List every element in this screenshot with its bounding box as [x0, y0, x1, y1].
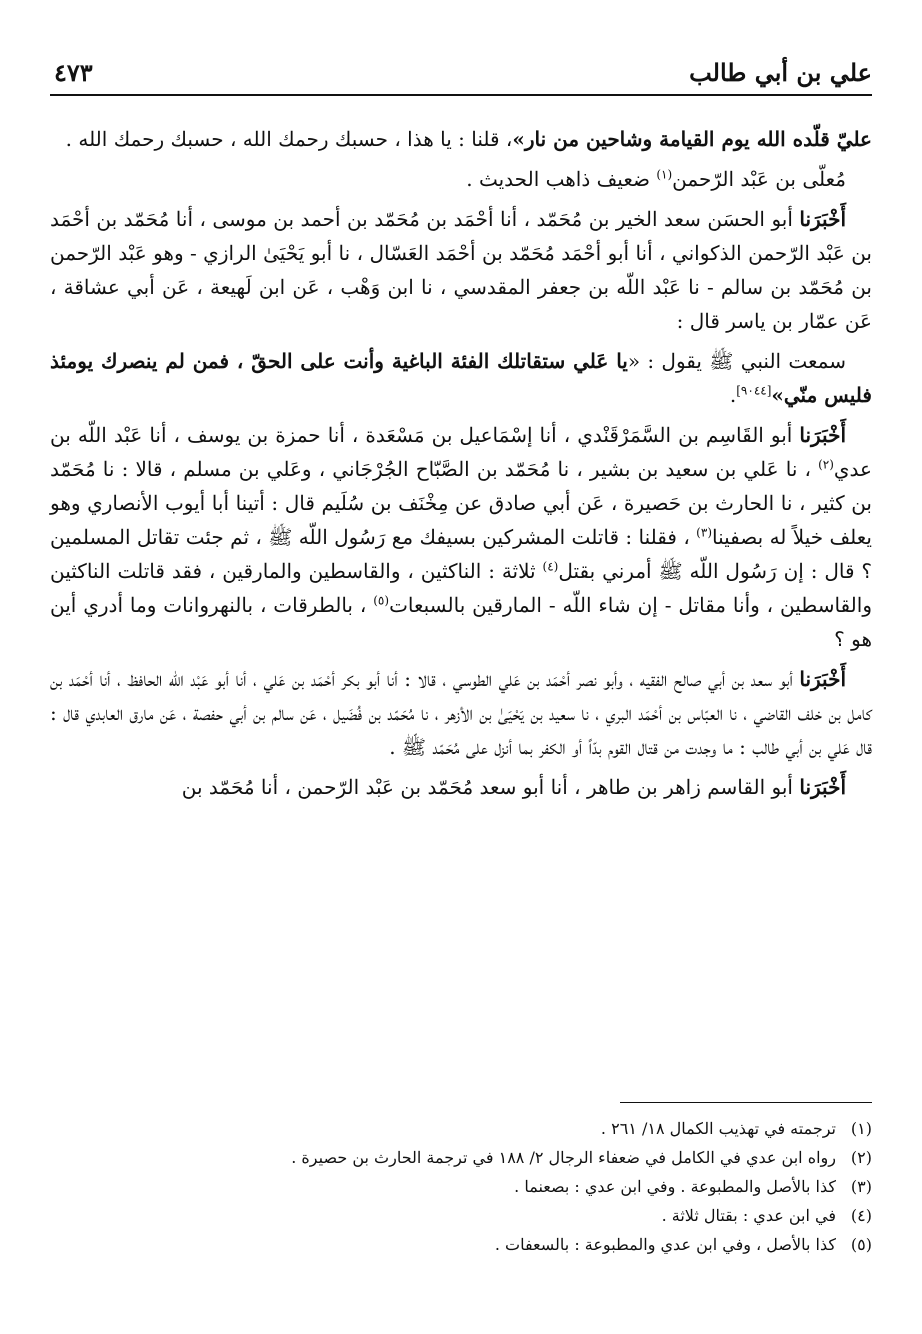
paragraph-hadith: سمعت النبي ﷺ يقول : «يا عَلي ستقاتلك الفئة الباغية وأنت على الحقّ ، فمن لم ينصرك يومئذ فليس منّي»[٩٠٤٤].: [50, 349, 872, 407]
akhbarana-lead: أَخْبَرَنا: [799, 207, 846, 231]
running-title: علي بن أبي طالب: [689, 58, 872, 87]
paragraph-text: مُعلّى بن عَبْد الرّحمن: [672, 167, 846, 191]
footnotes: [50, 1114, 872, 1259]
footnote-text: كذا بالأصل والمطبوعة . وفي ابن عدي : بصعنما .: [514, 1177, 836, 1196]
footnote-text: رواه ابن عدي في الكامل في ضعفاء الرجال ٢/ ١٨٨ في ترجمة الحارث بن حصيرة .: [291, 1148, 836, 1167]
paragraph-text: ثلاثة : الناكثين ، والقاسطين والمارقين ، فقد قاتلت الناكثين والقاسطين ، وأنا مقاتل - إن شاء اللّه - المارقين بالسبعات: [50, 559, 872, 617]
paragraph-text: ، فقلنا : قاتلت المشركين بسيفك مع رَسُول اللّه ﷺ ، ثم جئت تقاتل المسلمين ؟ قال : إن رَسُول اللّه ﷺ أمرني بقتل: [50, 525, 873, 583]
paragraph-text: أبو الحسَن سعد الخير بن مُحَمّد ، أنا أحْمَد بن مُحَمّد بن أحمد بن موسى ، أنا مُحَمّد بن أحْمَد بن عَبْد الرّحمن الذكواني ، أنا أبو أحْمَد مُحَمّد بن أحْمَد العَسّال ، نا أبو يَحْيَىٰ الرازي - وهو عَبْد الرّحمن بن مُحَمّد بن سالم - نا عَبْد اللّه بن جعفر المقدسي ، نا ابن وَهْب ، عَن ابن لَهيعة ، عَن أبي عشاقة ، عَن عمّار بن ياسر قال :: [50, 207, 872, 333]
paragraph-text: أبو القاسم زاهر بن طاهر ، أنا أبو سعد مُحَمّد بن عَبْد الرّحمن ، أنا مُحَمّد بن: [181, 775, 800, 799]
footnote-marker: (٣): [696, 525, 712, 540]
footnote-item: [50, 1201, 872, 1230]
footnote-number: (٢): [850, 1148, 872, 1167]
akhbarana-lead: أَخْبَرَنا: [799, 775, 846, 799]
paragraph-isnad: [50, 662, 872, 764]
footnote-number: (٤): [850, 1206, 872, 1225]
footnote-item: [50, 1172, 872, 1201]
hadith-quote: عليّ قلّده الله يوم القيامة وشاحين من نار»: [512, 127, 872, 151]
page-number: ٤٧٣: [54, 58, 93, 87]
akhbarana-lead: أَخْبَرَنا: [799, 667, 846, 691]
footnote-item: [50, 1230, 872, 1259]
footnote-marker: (٤): [542, 559, 559, 574]
page-header: [50, 50, 872, 96]
footnotes-divider: [620, 1102, 872, 1103]
footnote-item: [50, 1114, 872, 1143]
paragraph-isnad: [50, 770, 872, 804]
footnote-number: (٥): [850, 1235, 872, 1254]
footnote-marker: (١): [656, 167, 673, 182]
footnote-number: (١): [850, 1119, 872, 1138]
hadith-number: [٩٠٤٤]: [736, 383, 772, 398]
hadith-quote: يا عَلي ستقاتلك الفئة الباغية وأنت على الحقّ ، فمن لم ينصرك يومئذ فليس منّي»: [50, 349, 872, 407]
footnote-marker: (٢): [818, 457, 834, 472]
paragraph-text: أبو القَاسِم بن السَّمَرْقَنْدي ، أنا إسْمَاعيل بن مَسْعَدة ، أنا حمزة بن يوسف ، أنا عَبْد اللّه بن عدي: [50, 423, 872, 481]
footnote-number: (٣): [850, 1177, 872, 1196]
paragraph-continuation: [50, 122, 872, 156]
paragraph-narrator-note: [50, 162, 872, 196]
footnote-text: في ابن عدي : بقتال ثلاثة .: [661, 1206, 836, 1225]
paragraph-text: ، نا عَلي بن سعيد بن بشير ، نا مُحَمّد بن الصَّبّاح الجُرْجَاني ، وعَلي بن مسلم ، قالا : نا مُحَمّد بن كثير ، نا الحارث بن حَصيرة ، عَن أبي صادق عن مِخْنَف بن سُلَيم قال : أتينا أبا أيوب الأنصاري وهو يعلف خيلاً له بصفينا: [50, 457, 873, 549]
paragraph-isnad: [50, 418, 872, 656]
paragraph-text: ضعيف ذاهب الحديث .: [466, 167, 657, 191]
paragraph-text: ، قلنا : يا هذا ، حسبك رحمك الله ، حسبك رحمك الله .: [65, 127, 513, 151]
footnote-text: ترجمته في تهذيب الكمال ١٨/ ٢٦١ .: [600, 1119, 836, 1138]
footnote-text: كذا بالأصل ، وفي ابن عدي والمطبوعة : بالسعفات .: [494, 1235, 836, 1254]
paragraph-text: سمعت النبي ﷺ يقول : «: [627, 349, 846, 373]
paragraph-isnad: [50, 202, 872, 338]
akhbarana-lead: أَخْبَرَنا: [799, 423, 846, 447]
paragraph-text: أبو سعد بن أبي صالح الفقيه ، وأبو نصر أحْمَد بن عَلي الطوسي ، قالا : أنا أبو بكر أحْمَد بن عَلي ، أنا أبو عَبْد اللّه الحافظ ، أنا أحْمَد بن كامل بن خلف القاضي ، نا العبّاس بن أحْمَد البري ، نا سعيد بن يَحْيَىٰ بن الأزهر ، نا مُحَمّد بن فُضَيل ، عَن سالم بن أبي حفصة ، عَن مارق العابدي قال : قال عَلي بن أبي طالب : ما وجدت من قتال القوم بدّاً أو الكفر بما أنزل على مُحَمّد ﷺ .: [50, 667, 872, 759]
paragraph-text: ، بالطرقات ، بالنهروانات وما أدري أين هو ؟: [50, 593, 872, 651]
footnote-item: [50, 1143, 872, 1172]
footnote-marker: (٥): [373, 593, 390, 608]
main-text: [50, 122, 872, 810]
